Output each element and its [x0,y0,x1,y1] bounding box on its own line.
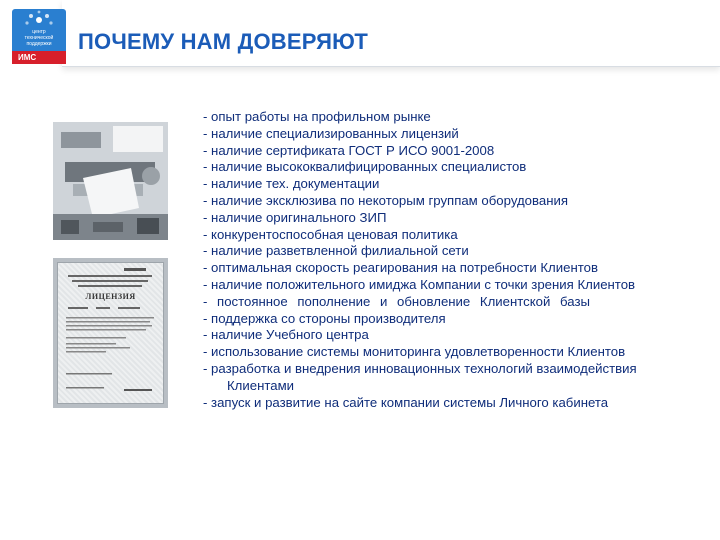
list-item: - конкурентоспособная ценовая политика [203,226,458,242]
equipment-photo [53,122,168,240]
page-title: ПОЧЕМУ НАМ ДОВЕРЯЮТ [78,29,369,54]
logo-line-1: центр [32,29,46,35]
list-item: - опыт работы на профильном рынке [203,109,431,124]
list-item: - наличие сертификата ГОСТ Р ИСО 9001-2008 [203,142,495,158]
license-text-lines [58,263,163,403]
list-item: - запуск и развитие на сайте компании системы Личного кабинета [203,394,609,410]
list-item: - наличие оригинального ЗИП [203,209,387,225]
license-heading: ЛИЦЕНЗИЯ [85,292,136,301]
list-item: - постоянное пополнение и обновление Клиентской базы [203,293,591,309]
list-item: - наличие Учебного центра [203,327,369,343]
trust-reasons-list [203,109,703,411]
list-item: - использование системы мониторинга удовлетворенности Клиентов [203,344,626,360]
license-document-image [53,258,168,408]
logo-brand: ИМС [12,51,66,64]
list-item: - оптимальная скорость реагирования на потребности Клиентов [203,260,598,276]
list-item: - наличие высококвалифицированных специалистов [203,159,527,175]
equipment-photo-image [53,122,168,240]
list-item: - поддержка со стороны производителя [203,310,446,326]
list-item: - наличие положительного имиджа Компании с точки зрения Клиентов [203,276,636,292]
logo-line-3: поддержки [26,41,52,47]
list-item: - наличие тех. документации [203,176,380,192]
list-item: - разработка и внедрения инновационных технологий взаимодействия Клиентами [203,360,637,393]
list-item: - наличие специализированных лицензий [203,125,459,141]
list-item: - наличие эксклюзива по некоторым группам оборудования [203,192,568,208]
logo-line-2: технической [24,35,54,41]
list-item: - наличие разветвленной филиальной сети [203,243,469,259]
company-logo [12,9,66,64]
